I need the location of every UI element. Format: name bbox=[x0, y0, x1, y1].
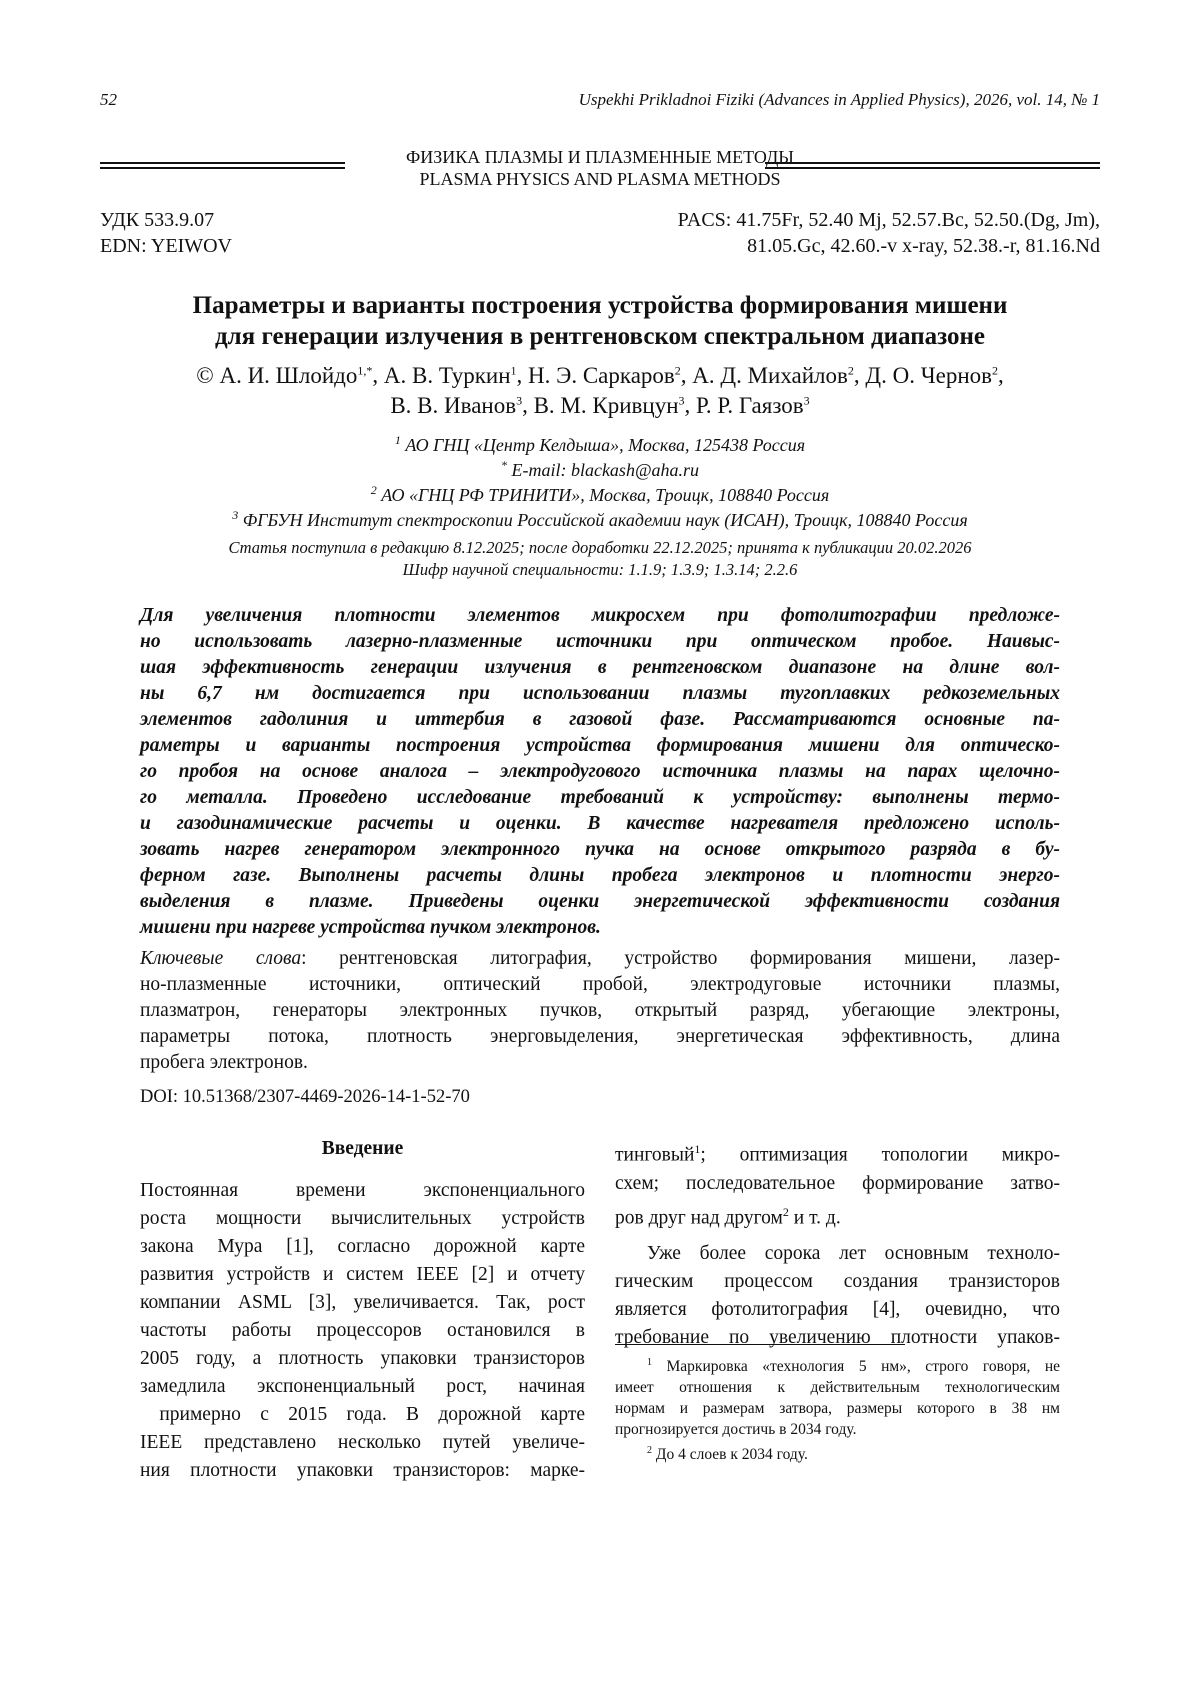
author-name: А. В. Туркин$^1$ bbox=[383, 362, 517, 388]
text-line: развития устройств и систем IEEE [2] и отчету bbox=[140, 1264, 585, 1285]
text-line: закона Мура [1], согласно дорожной карте bbox=[140, 1236, 585, 1257]
affiliation-marker: 3 bbox=[232, 508, 239, 522]
footnote-line: прогнозируется достичь в 2034 году. bbox=[615, 1421, 857, 1439]
article-title-line-1: Параметры и варианты построения устройства формирования мишени bbox=[192, 292, 1008, 319]
footnote-line: $^1$ Маркировка «технология 5 нм», строго говоря, не bbox=[647, 1357, 1060, 1376]
affiliation-text: АО «ГНЦ РФ ТРИНИТИ», Москва, Троицк, 108840 Россия bbox=[381, 485, 830, 505]
abstract-line: зовать нагрев генератором электронного пучка на основе открытого разряда в бу- bbox=[140, 839, 1060, 860]
intro-left-column bbox=[140, 1135, 585, 1485]
abstract bbox=[140, 603, 1060, 941]
authors-line-2: В. В. Иванов$^3$, В. М. Кривцун$^3$, Р. Р. Гаязов$^3$ bbox=[390, 392, 810, 418]
footnotes bbox=[615, 1352, 1060, 1465]
text-line: тинговый$^1$; оптимизация топологии микро- bbox=[615, 1142, 1060, 1166]
udk-code: УДК 533.9.07 bbox=[100, 209, 215, 231]
journal-running-title: Uspekhi Prikladnoi Fiziki (Advances in Applied Physics), 2026, vol. 14, № 1 bbox=[578, 90, 1100, 109]
intro-paragraph-1 bbox=[140, 1177, 585, 1485]
intro-paragraph-1-continued bbox=[615, 1135, 1060, 1232]
text-line: ров друг над другом$^2$ и т. д. bbox=[615, 1204, 841, 1228]
abstract-line: го металла. Проведено исследование требований к устройству: выполнены термо- bbox=[140, 787, 1060, 808]
text-line: IEEE представлено несколько путей увеличе- bbox=[140, 1432, 585, 1453]
footnote bbox=[615, 1352, 1060, 1440]
pacs-line-2: 81.05.Gc, 42.60.-v x-ray, 52.38.-r, 81.16.Nd bbox=[747, 235, 1100, 257]
author-affiliation-marker: 3 bbox=[678, 393, 685, 407]
footnote-marker: 2 bbox=[782, 1204, 789, 1219]
article-title-line-2: для генерации излучения в рентгеновском спектральном диапазоне bbox=[215, 323, 985, 350]
text-line: Уже более сорока лет основным техноло- bbox=[647, 1243, 1060, 1264]
keywords-line: Ключевые слова: рентгеновская литография, устройство формирования мишени, лазер- bbox=[140, 948, 1060, 969]
text-line: гическим процессом создания транзисторов bbox=[615, 1271, 1060, 1292]
footnote-number: 1 bbox=[647, 1357, 652, 1368]
author-name: В. М. Кривцун$^3$ bbox=[533, 392, 685, 418]
page-number: 52 bbox=[100, 90, 117, 109]
keywords-line: но-плазменные источники, оптический пробой, электродуговые источники плазмы, bbox=[140, 974, 1060, 995]
author-affiliation-marker: 1 bbox=[510, 363, 517, 377]
author-name: © А. И. Шлойдо$^{1,*}$ bbox=[196, 362, 373, 388]
author-name: Н. Э. Саркаров$^2$ bbox=[528, 362, 681, 388]
text-line: ния плотности упаковки транзисторов: марке- bbox=[140, 1460, 585, 1481]
intro-paragraph-2 bbox=[615, 1240, 1060, 1352]
footnote-marker: 1 bbox=[694, 1142, 701, 1156]
intro-right-column bbox=[615, 1135, 1060, 1352]
abstract-line: шая эффективность генерации излучения в рентгеновском диапазоне на длине вол- bbox=[140, 657, 1060, 678]
pacs-line-1: PACS: 41.75Fr, 52.40 Mj, 52.57.Bc, 52.50.(Dg, Jm), bbox=[677, 209, 1100, 231]
author-affiliation-marker: 3 bbox=[803, 393, 810, 407]
abstract-line: и газодинамические расчеты и оценки. В качестве нагревателя предложено исполь- bbox=[140, 813, 1060, 834]
text-line: примерно с 2015 года. В дорожной карте bbox=[140, 1404, 585, 1425]
intro-heading: Введение bbox=[321, 1138, 404, 1159]
author-affiliation-marker: 2 bbox=[992, 363, 999, 377]
keywords-line: плазматрон, генераторы электронных пучков, открытый разряд, убегающие электроны, bbox=[140, 1000, 1060, 1021]
abstract-line: го пробоя на основе аналога – электродугового источника плазмы на парах щелочно- bbox=[140, 761, 1060, 782]
abstract-line: ферном газе. Выполнены расчеты длины пробега электронов и плотности энерго- bbox=[140, 865, 1060, 886]
abstract-line: выделения в плазме. Приведены оценки энергетической эффективности создания bbox=[140, 891, 1060, 912]
footnote-number: 2 bbox=[647, 1445, 652, 1457]
author-affiliation-marker: 2 bbox=[847, 363, 854, 377]
affiliation-marker: 2 bbox=[370, 483, 377, 497]
affiliation-text: АО ГНЦ «Центр Келдыша», Москва, 125438 Россия bbox=[405, 435, 806, 455]
received-dates: Статья поступила в редакцию 8.12.2025; после доработки 22.12.2025; принята к публикации 20.02.2026 bbox=[228, 538, 972, 557]
text-line: частоты работы процессоров остановился в bbox=[140, 1320, 585, 1341]
text-line: требование по увеличению плотности упаков- bbox=[615, 1327, 1060, 1348]
text-line: 2005 году, а плотность упаковки транзисторов bbox=[140, 1348, 585, 1369]
email-text: E-mail: blackash@aha.ru bbox=[511, 460, 700, 480]
section-title-ru: ФИЗИКА ПЛАЗМЫ И ПЛАЗМЕННЫЕ МЕТОДЫ bbox=[405, 147, 795, 167]
text-line: схем; последовательное формирование затво- bbox=[615, 1172, 1060, 1194]
abstract-line: мишени при нагреве устройства пучком электронов. bbox=[140, 917, 601, 938]
abstract-line: но использовать лазерно-плазменные источники при оптическом пробое. Наивыс- bbox=[140, 631, 1060, 652]
keywords bbox=[140, 946, 1060, 1076]
abstract-line: раметры и варианты построения устройства формирования мишени для оптическо- bbox=[140, 735, 1060, 756]
abstract-line: ны 6,7 нм достигается при использовании плазмы тугоплавких редкоземельных bbox=[140, 683, 1060, 704]
footnote-line: нормам и размерам затвора, размеры которого в 38 нм bbox=[615, 1400, 1060, 1418]
author-name: В. В. Иванов$^3$ bbox=[390, 392, 523, 418]
doi: DOI: 10.51368/2307-4469-2026-14-1-52-70 bbox=[140, 1087, 470, 1107]
text-line: компании ASML [3], увеличивается. Так, рост bbox=[140, 1292, 585, 1313]
author-affiliation-marker: 2 bbox=[674, 363, 681, 377]
affiliation-marker: * bbox=[500, 458, 507, 472]
footnote-line: $^2$ До 4 слоев к 2034 году. bbox=[647, 1445, 808, 1464]
keywords-label: Ключевые слова bbox=[140, 948, 302, 969]
edn-code: EDN: YEIWOV bbox=[100, 235, 233, 257]
affiliation-text: ФГБУН Институт спектроскопии Российской академии наук (ИСАН), Троицк, 108840 Россия bbox=[242, 510, 968, 530]
author-name: А. Д. Михайлов$^2$ bbox=[692, 362, 854, 388]
keywords-line: пробега электронов. bbox=[140, 1052, 308, 1073]
text-line: является фотолитография [4], очевидно, что bbox=[615, 1299, 1060, 1320]
text-line: замедлила экспоненциальный рост, начиная bbox=[140, 1376, 585, 1397]
text-line: роста мощности вычислительных устройств bbox=[140, 1208, 585, 1229]
affiliation-3 bbox=[100, 502, 1100, 533]
abstract-line: элементов гадолиния и иттербия в газовой фазе. Рассматриваются основные па- bbox=[140, 709, 1060, 730]
author-name: Д. О. Чернов$^2$ bbox=[865, 362, 999, 388]
keywords-line: параметры потока, плотность энерговыделения, энергетическая эффективность, длина bbox=[140, 1026, 1060, 1047]
footnote-rule bbox=[615, 1344, 905, 1345]
abstract-line: Для увеличения плотности элементов микросхем при фотолитографии предложе- bbox=[140, 605, 1060, 626]
footnote-line: имеет отношения к действительным технологическим bbox=[615, 1379, 1060, 1397]
section-title-en: PLASMA PHYSICS AND PLASMA METHODS bbox=[419, 169, 781, 189]
specialty-code: Шифр научной специальности: 1.1.9; 1.3.9; 1.3.14; 2.2.6 bbox=[402, 560, 798, 579]
author-name: Р. Р. Гаязов$^3$ bbox=[696, 392, 810, 418]
affiliation-marker: 1 bbox=[394, 433, 401, 447]
authors-line-1: © А. И. Шлойдо$^{1,*}$, А. В. Туркин$^1$, Н. Э. Саркаров$^2$, А. Д. Михайлов$^2$, Д. О. Чернов$^2$, bbox=[196, 362, 1004, 388]
author-affiliation-marker: 3 bbox=[516, 393, 523, 407]
footnote bbox=[615, 1440, 1060, 1465]
text-line: Постоянная времени экспоненциального bbox=[140, 1180, 585, 1201]
author-affiliation-marker: 1,* bbox=[357, 363, 373, 377]
